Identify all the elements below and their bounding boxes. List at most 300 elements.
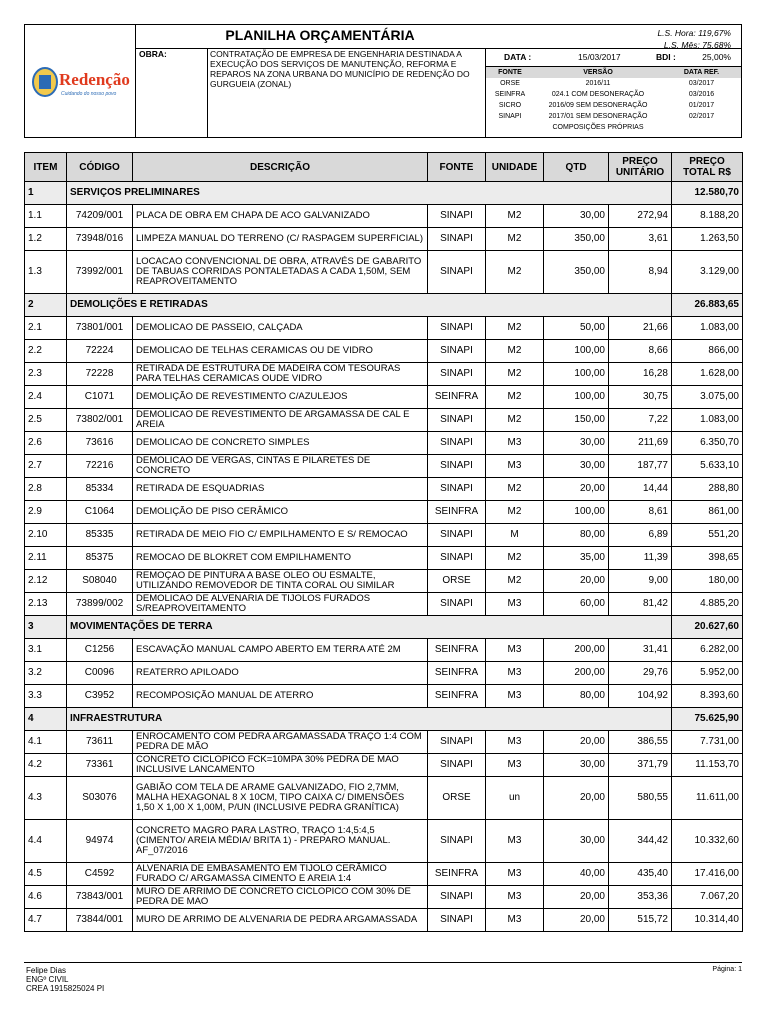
group-row bbox=[25, 182, 743, 205]
code-cell: 73361 bbox=[67, 754, 133, 777]
reference-cell: 2016/09 SEM DESONERAÇÃO bbox=[548, 102, 648, 109]
reference-cell bbox=[486, 122, 534, 133]
source-cell: ORSE bbox=[428, 777, 486, 820]
table-row bbox=[25, 570, 743, 593]
description-cell: DEMOLICAO DE TELHAS CERAMICAS OU DE VIDRO bbox=[133, 340, 428, 363]
description-cell: DEMOLICAO DE CONCRETO SIMPLES bbox=[133, 432, 428, 455]
total-price-cell: 8.393,60 bbox=[672, 685, 743, 708]
unit-cell: M2 bbox=[486, 317, 544, 340]
description-cell: LIMPEZA MANUAL DO TERRENO (C/ RASPAGEM SUPERFICIAL) bbox=[133, 228, 428, 251]
qty-cell: 100,00 bbox=[544, 340, 609, 363]
reference-cell: SINAPI bbox=[498, 113, 522, 120]
table-row bbox=[25, 478, 743, 501]
unit-price-cell: 9,00 bbox=[609, 570, 672, 593]
col-header-item: ITEM bbox=[25, 153, 67, 182]
qty-cell: 100,00 bbox=[544, 363, 609, 386]
divider bbox=[207, 48, 208, 137]
col-header-unit: UNIDADE bbox=[486, 153, 544, 182]
code-cell: C1071 bbox=[67, 386, 133, 409]
table-row bbox=[25, 863, 743, 886]
total-price-cell: 7.731,00 bbox=[672, 731, 743, 754]
unit-price-cell: 386,55 bbox=[609, 731, 672, 754]
logo-text: Redenção bbox=[59, 70, 130, 89]
total-price-cell: 6.350,70 bbox=[672, 432, 743, 455]
code-cell: C1064 bbox=[67, 501, 133, 524]
engineer-name: Felipe Dias bbox=[26, 966, 67, 975]
total-price-cell: 398,65 bbox=[672, 547, 743, 570]
engineer-crea: CREA 1915825024 PI bbox=[26, 984, 105, 993]
description-cell: ALVENARIA DE EMBASAMENTO EM TIJOLO CERÂMICO FURADO C/ ARGAMASSA CIMENTO E AREIA 1:4 bbox=[133, 863, 428, 886]
code-cell: C0096 bbox=[67, 662, 133, 685]
unit-cell: M2 bbox=[486, 570, 544, 593]
group-title: MOVIMENTAÇÕES DE TERRA bbox=[67, 616, 672, 639]
item-cell: 2.6 bbox=[25, 432, 67, 455]
code-cell: 85375 bbox=[67, 547, 133, 570]
total-price-cell: 3.075,00 bbox=[672, 386, 743, 409]
reference-cell: SICRO bbox=[498, 102, 522, 109]
code-cell: 73844/001 bbox=[67, 909, 133, 932]
description-cell: REMOCAO DE BLOKRET COM EMPILHAMENTO bbox=[133, 547, 428, 570]
description-cell: REMOÇAO DE PINTURA A BASE OLEO OU ESMALTE, UTILIZANDO REMOVEDOR DE TINTA CORAL OU SIMILAR bbox=[133, 570, 428, 593]
total-price-cell: 7.067,20 bbox=[672, 886, 743, 909]
table-row bbox=[25, 432, 743, 455]
total-price-cell: 10.332,60 bbox=[672, 820, 743, 863]
unit-price-cell: 8,94 bbox=[609, 251, 672, 294]
qty-cell: 200,00 bbox=[544, 662, 609, 685]
qty-cell: 20,00 bbox=[544, 909, 609, 932]
item-cell: 2.13 bbox=[25, 593, 67, 616]
qty-cell: 200,00 bbox=[544, 639, 609, 662]
group-total: 20.627,60 bbox=[672, 616, 743, 639]
ls-mes: L.S. Mês: 75,68% bbox=[663, 40, 731, 50]
item-cell: 2.9 bbox=[25, 501, 67, 524]
table-row bbox=[25, 205, 743, 228]
unit-price-cell: 187,77 bbox=[609, 455, 672, 478]
description-cell: CONCRETO CICLOPICO FCK=10MPA 30% PEDRA DE MAO INCLUSIVE LANCAMENTO bbox=[133, 754, 428, 777]
unit-cell: M2 bbox=[486, 340, 544, 363]
qty-cell: 20,00 bbox=[544, 886, 609, 909]
unit-cell: M3 bbox=[486, 820, 544, 863]
source-cell: SEINFRA bbox=[428, 863, 486, 886]
description-cell: REATERRO APILOADO bbox=[133, 662, 428, 685]
unit-cell: M3 bbox=[486, 593, 544, 616]
total-price-cell: 11.611,00 bbox=[672, 777, 743, 820]
total-price-cell: 861,00 bbox=[672, 501, 743, 524]
code-cell: C1256 bbox=[67, 639, 133, 662]
qty-cell: 30,00 bbox=[544, 820, 609, 863]
unit-cell: M3 bbox=[486, 432, 544, 455]
item-cell: 2.10 bbox=[25, 524, 67, 547]
reference-cell: COMPOSIÇÕES PRÓPRIAS bbox=[552, 124, 644, 131]
source-cell: SINAPI bbox=[428, 524, 486, 547]
source-cell: ORSE bbox=[428, 570, 486, 593]
obra-description: CONTRATAÇÃO DE EMPRESA DE ENGENHARIA DESTINADA A EXECUÇÃO DOS SERVIÇOS DE MANUTENÇÃO, REFORMA E REPAROS NA ZONA URBANA DO MUNICÍPIO DE REDENÇÃO DO GURGUEIA (ZONAL) bbox=[210, 49, 470, 89]
description-cell: MURO DE ARRIMO DE CONCRETO CICLOPICO COM 30% DE PEDRA DE MAO bbox=[133, 886, 428, 909]
total-price-cell: 6.282,00 bbox=[672, 639, 743, 662]
unit-cell: M2 bbox=[486, 409, 544, 432]
table-row bbox=[25, 501, 743, 524]
source-cell: SINAPI bbox=[428, 340, 486, 363]
qty-cell: 350,00 bbox=[544, 228, 609, 251]
description-cell: DEMOLIÇÃO DE REVESTIMENTO C/AZULEJOS bbox=[133, 386, 428, 409]
table-row bbox=[25, 228, 743, 251]
page-number: Página: 1 bbox=[712, 966, 742, 973]
unit-cell: M3 bbox=[486, 685, 544, 708]
source-cell: SINAPI bbox=[428, 886, 486, 909]
description-cell: LOCACAO CONVENCIONAL DE OBRA, ATRAVÉS DE GABARITO DE TABUAS CORRIDAS PONTALETADAS A CADA 1,50M, SEM REAPROVEITAMENTO bbox=[133, 251, 428, 294]
unit-cell: M3 bbox=[486, 662, 544, 685]
description-cell: DEMOLICAO DE VERGAS, CINTAS E PILARETES DE CONCRETO bbox=[133, 455, 428, 478]
col-header-code: CÓDIGO bbox=[67, 153, 133, 182]
code-cell: 85334 bbox=[67, 478, 133, 501]
col-header-total-price: PREÇO TOTAL R$ bbox=[672, 153, 743, 182]
reference-cell: SEINFRA bbox=[494, 91, 526, 98]
item-cell: 1.2 bbox=[25, 228, 67, 251]
item-cell: 4.5 bbox=[25, 863, 67, 886]
reference-cell: 01/2017 bbox=[688, 102, 715, 109]
unit-cell: M3 bbox=[486, 909, 544, 932]
col-header-unit-price: PREÇO UNITÁRIO bbox=[609, 153, 672, 182]
source-cell: SINAPI bbox=[428, 228, 486, 251]
code-cell: 73801/001 bbox=[67, 317, 133, 340]
source-cell: SINAPI bbox=[428, 754, 486, 777]
description-cell: RECOMPOSIÇÃO MANUAL DE ATERRO bbox=[133, 685, 428, 708]
signature-block bbox=[26, 966, 104, 993]
code-cell: 73843/001 bbox=[67, 886, 133, 909]
reference-head-cell: VERSÃO bbox=[583, 69, 613, 76]
group-title: INFRAESTRUTURA bbox=[67, 708, 672, 731]
description-cell: RETIRADA DE MEIO FIO C/ EMPILHAMENTO E S/ REMOCAO bbox=[133, 524, 428, 547]
qty-cell: 40,00 bbox=[544, 863, 609, 886]
code-cell: S08040 bbox=[67, 570, 133, 593]
total-price-cell: 11.153,70 bbox=[672, 754, 743, 777]
total-price-cell: 1.628,00 bbox=[672, 363, 743, 386]
reference-cell: 03/2016 bbox=[688, 91, 715, 98]
unit-price-cell: 31,41 bbox=[609, 639, 672, 662]
table-row bbox=[25, 317, 743, 340]
item-cell: 2.2 bbox=[25, 340, 67, 363]
group-item: 3 bbox=[25, 616, 67, 639]
total-price-cell: 551,20 bbox=[672, 524, 743, 547]
unit-price-cell: 29,76 bbox=[609, 662, 672, 685]
group-title: DEMOLIÇÕES E RETIRADAS bbox=[67, 294, 672, 317]
code-cell: 94974 bbox=[67, 820, 133, 863]
unit-price-cell: 11,39 bbox=[609, 547, 672, 570]
code-cell: S03076 bbox=[67, 777, 133, 820]
table-row bbox=[25, 547, 743, 570]
total-price-cell: 288,80 bbox=[672, 478, 743, 501]
ls-hora: L.S. Hora: 119,67% bbox=[657, 28, 731, 38]
reference-cell: 2017/01 SEM DESONERAÇÃO bbox=[548, 113, 648, 120]
unit-cell: M3 bbox=[486, 754, 544, 777]
data-label: DATA : bbox=[504, 52, 532, 62]
total-price-cell: 1.263,50 bbox=[672, 228, 743, 251]
qty-cell: 35,00 bbox=[544, 547, 609, 570]
total-price-cell: 1.083,00 bbox=[672, 317, 743, 340]
unit-price-cell: 6,89 bbox=[609, 524, 672, 547]
item-cell: 1.3 bbox=[25, 251, 67, 294]
unit-price-cell: 344,42 bbox=[609, 820, 672, 863]
source-cell: SINAPI bbox=[428, 205, 486, 228]
group-row bbox=[25, 616, 743, 639]
code-cell: 73611 bbox=[67, 731, 133, 754]
description-cell: RETIRADA DE ESTRUTURA DE MADEIRA COM TESOURAS PARA TELHAS CERAMICAS OUDE VIDRO bbox=[133, 363, 428, 386]
data-value: 15/03/2017 bbox=[578, 52, 621, 62]
total-price-cell: 5.633,10 bbox=[672, 455, 743, 478]
source-cell: SINAPI bbox=[428, 455, 486, 478]
bdi-value: 25,00% bbox=[702, 52, 731, 62]
unit-price-cell: 353,36 bbox=[609, 886, 672, 909]
qty-cell: 50,00 bbox=[544, 317, 609, 340]
table-row bbox=[25, 639, 743, 662]
unit-cell: M2 bbox=[486, 205, 544, 228]
col-header-description: DESCRIÇÃO bbox=[133, 153, 428, 182]
obra-label: OBRA: bbox=[139, 49, 167, 59]
item-cell: 2.4 bbox=[25, 386, 67, 409]
qty-cell: 30,00 bbox=[544, 455, 609, 478]
total-price-cell: 180,00 bbox=[672, 570, 743, 593]
total-price-cell: 8.188,20 bbox=[672, 205, 743, 228]
table-row bbox=[25, 340, 743, 363]
footer-divider bbox=[24, 962, 742, 963]
table-row bbox=[25, 662, 743, 685]
item-cell: 2.8 bbox=[25, 478, 67, 501]
source-cell: SINAPI bbox=[428, 432, 486, 455]
code-cell: 73948/016 bbox=[67, 228, 133, 251]
unit-cell: M2 bbox=[486, 386, 544, 409]
item-cell: 2.11 bbox=[25, 547, 67, 570]
table-row bbox=[25, 593, 743, 616]
table-row bbox=[25, 886, 743, 909]
table-row bbox=[25, 363, 743, 386]
qty-cell: 100,00 bbox=[544, 386, 609, 409]
code-cell: 73992/001 bbox=[67, 251, 133, 294]
table-row bbox=[25, 777, 743, 820]
unit-price-cell: 16,28 bbox=[609, 363, 672, 386]
description-cell: ENROCAMENTO COM PEDRA ARGAMASSADA TRAÇO 1:4 COM PEDRA DE MÃO bbox=[133, 731, 428, 754]
unit-price-cell: 21,66 bbox=[609, 317, 672, 340]
unit-cell: un bbox=[486, 777, 544, 820]
code-cell: 85335 bbox=[67, 524, 133, 547]
item-cell: 4.7 bbox=[25, 909, 67, 932]
source-cell: SINAPI bbox=[428, 909, 486, 932]
municipal-logo-icon bbox=[25, 25, 135, 137]
qty-cell: 60,00 bbox=[544, 593, 609, 616]
source-cell: SINAPI bbox=[428, 251, 486, 294]
reference-cell: 024.1 COM DESONERAÇÃO bbox=[551, 91, 645, 98]
unit-cell: M2 bbox=[486, 478, 544, 501]
item-cell: 3.2 bbox=[25, 662, 67, 685]
source-cell: SINAPI bbox=[428, 409, 486, 432]
reference-cell bbox=[662, 122, 741, 133]
unit-cell: M2 bbox=[486, 363, 544, 386]
col-header-qty: QTD bbox=[544, 153, 609, 182]
reference-head-cell: FONTE bbox=[498, 69, 522, 76]
qty-cell: 30,00 bbox=[544, 754, 609, 777]
qty-cell: 20,00 bbox=[544, 570, 609, 593]
total-price-cell: 5.952,00 bbox=[672, 662, 743, 685]
source-cell: SEINFRA bbox=[428, 386, 486, 409]
description-cell: DEMOLICAO DE PASSEIO, CALÇADA bbox=[133, 317, 428, 340]
qty-cell: 20,00 bbox=[544, 731, 609, 754]
unit-cell: M2 bbox=[486, 547, 544, 570]
description-cell: DEMOLICAO DE REVESTIMENTO DE ARGAMASSA DE CAL E AREIA bbox=[133, 409, 428, 432]
unit-price-cell: 371,79 bbox=[609, 754, 672, 777]
unit-price-cell: 515,72 bbox=[609, 909, 672, 932]
code-cell: 72228 bbox=[67, 363, 133, 386]
total-price-cell: 1.083,00 bbox=[672, 409, 743, 432]
source-cell: SEINFRA bbox=[428, 685, 486, 708]
qty-cell: 150,00 bbox=[544, 409, 609, 432]
description-cell: ESCAVAÇÃO MANUAL CAMPO ABERTO EM TERRA ATÉ 2M bbox=[133, 639, 428, 662]
description-cell: RETIRADA DE ESQUADRIAS bbox=[133, 478, 428, 501]
item-cell: 3.1 bbox=[25, 639, 67, 662]
code-cell: C3952 bbox=[67, 685, 133, 708]
page-title: PLANILHA ORÇAMENTÁRIA bbox=[225, 27, 415, 43]
unit-cell: M3 bbox=[486, 886, 544, 909]
unit-price-cell: 3,61 bbox=[609, 228, 672, 251]
col-header-source: FONTE bbox=[428, 153, 486, 182]
item-cell: 4.1 bbox=[25, 731, 67, 754]
source-cell: SINAPI bbox=[428, 317, 486, 340]
source-cell: SINAPI bbox=[428, 478, 486, 501]
description-cell: GABIÃO COM TELA DE ARAME GALVANIZADO, FIO 2,7MM, MALHA HEXAGONAL 8 X 10CM, TIPO CAIXA C/ DIMENSÕES 1,50 X 1,00 X 1,00M, P/UN (INCLUSIVE PEDRA GRANÍTICA) bbox=[133, 777, 428, 820]
table-row bbox=[25, 455, 743, 478]
table-row bbox=[25, 909, 743, 932]
reference-row bbox=[486, 78, 741, 89]
qty-cell: 20,00 bbox=[544, 478, 609, 501]
source-cell: SINAPI bbox=[428, 593, 486, 616]
description-cell: DEMOLIÇÃO DE PISO CERÂMICO bbox=[133, 501, 428, 524]
total-price-cell: 866,00 bbox=[672, 340, 743, 363]
item-cell: 2.1 bbox=[25, 317, 67, 340]
logo-cell bbox=[25, 25, 136, 137]
group-total: 75.625,90 bbox=[672, 708, 743, 731]
unit-cell: M3 bbox=[486, 863, 544, 886]
source-cell: SEINFRA bbox=[428, 639, 486, 662]
table-row bbox=[25, 524, 743, 547]
bdi-label: BDI : bbox=[656, 52, 676, 62]
item-cell: 4.4 bbox=[25, 820, 67, 863]
item-cell: 2.5 bbox=[25, 409, 67, 432]
total-price-cell: 17.416,00 bbox=[672, 863, 743, 886]
total-price-cell: 4.885,20 bbox=[672, 593, 743, 616]
unit-cell: M3 bbox=[486, 639, 544, 662]
reference-table bbox=[486, 66, 741, 133]
description-cell: PLACA DE OBRA EM CHAPA DE ACO GALVANIZADO bbox=[133, 205, 428, 228]
item-cell: 2.12 bbox=[25, 570, 67, 593]
qty-cell: 30,00 bbox=[544, 432, 609, 455]
reference-row bbox=[486, 100, 741, 111]
reference-cell: 03/2017 bbox=[688, 80, 715, 87]
source-cell: SINAPI bbox=[428, 363, 486, 386]
unit-cell: M3 bbox=[486, 731, 544, 754]
reference-cell: ORSE bbox=[500, 80, 520, 87]
table-row bbox=[25, 754, 743, 777]
code-cell: C4592 bbox=[67, 863, 133, 886]
unit-price-cell: 81,42 bbox=[609, 593, 672, 616]
total-price-cell: 3.129,00 bbox=[672, 251, 743, 294]
code-cell: 73616 bbox=[67, 432, 133, 455]
header-block bbox=[24, 24, 742, 138]
logo-subtext: Cuidando do nosso povo bbox=[61, 91, 117, 97]
total-price-cell: 10.314,40 bbox=[672, 909, 743, 932]
table-row bbox=[25, 820, 743, 863]
description-cell: MURO DE ARRIMO DE ALVENARIA DE PEDRA ARGAMASSADA bbox=[133, 909, 428, 932]
qty-cell: 30,00 bbox=[544, 205, 609, 228]
unit-price-cell: 8,61 bbox=[609, 501, 672, 524]
qty-cell: 80,00 bbox=[544, 524, 609, 547]
code-cell: 72216 bbox=[67, 455, 133, 478]
group-item: 1 bbox=[25, 182, 67, 205]
source-cell: SINAPI bbox=[428, 820, 486, 863]
unit-cell: M3 bbox=[486, 455, 544, 478]
item-cell: 2.7 bbox=[25, 455, 67, 478]
unit-price-cell: 8,66 bbox=[609, 340, 672, 363]
budget-table bbox=[24, 152, 743, 932]
qty-cell: 20,00 bbox=[544, 777, 609, 820]
unit-cell: M2 bbox=[486, 228, 544, 251]
group-total: 26.883,65 bbox=[672, 294, 743, 317]
table-row bbox=[25, 685, 743, 708]
source-cell: SINAPI bbox=[428, 731, 486, 754]
code-cell: 74209/001 bbox=[67, 205, 133, 228]
engineer-role: ENGº CIVIL bbox=[26, 975, 69, 984]
reference-row bbox=[486, 111, 741, 122]
source-cell: SINAPI bbox=[428, 547, 486, 570]
item-cell: 2.3 bbox=[25, 363, 67, 386]
item-cell: 3.3 bbox=[25, 685, 67, 708]
source-cell: SEINFRA bbox=[428, 501, 486, 524]
item-cell: 1.1 bbox=[25, 205, 67, 228]
code-cell: 73899/002 bbox=[67, 593, 133, 616]
unit-price-cell: 580,55 bbox=[609, 777, 672, 820]
reference-head-cell: DATA REF. bbox=[683, 69, 720, 76]
qty-cell: 350,00 bbox=[544, 251, 609, 294]
table-row bbox=[25, 409, 743, 432]
group-item: 2 bbox=[25, 294, 67, 317]
group-item: 4 bbox=[25, 708, 67, 731]
table-body bbox=[25, 182, 743, 932]
reference-cell: 02/2017 bbox=[688, 113, 715, 120]
unit-cell: M bbox=[486, 524, 544, 547]
unit-price-cell: 14,44 bbox=[609, 478, 672, 501]
code-cell: 72224 bbox=[67, 340, 133, 363]
table-row bbox=[25, 251, 743, 294]
unit-price-cell: 7,22 bbox=[609, 409, 672, 432]
group-total: 12.580,70 bbox=[672, 182, 743, 205]
unit-price-cell: 30,75 bbox=[609, 386, 672, 409]
reference-row bbox=[486, 89, 741, 100]
description-cell: CONCRETO MAGRO PARA LASTRO, TRAÇO 1:4,5:4,5 (CIMENTO/ AREIA MÉDIA/ BRITA 1) - PREPARO MANUAL. AF_07/2016 bbox=[133, 820, 428, 863]
reference-header bbox=[486, 67, 741, 78]
code-cell: 73802/001 bbox=[67, 409, 133, 432]
qty-cell: 80,00 bbox=[544, 685, 609, 708]
reference-row bbox=[486, 122, 741, 133]
table-row bbox=[25, 731, 743, 754]
reference-cell: 2016/11 bbox=[585, 80, 611, 87]
group-row bbox=[25, 294, 743, 317]
unit-price-cell: 435,40 bbox=[609, 863, 672, 886]
table-row bbox=[25, 386, 743, 409]
unit-price-cell: 211,69 bbox=[609, 432, 672, 455]
item-cell: 4.6 bbox=[25, 886, 67, 909]
unit-cell: M2 bbox=[486, 501, 544, 524]
unit-cell: M2 bbox=[486, 251, 544, 294]
item-cell: 4.2 bbox=[25, 754, 67, 777]
unit-price-cell: 272,94 bbox=[609, 205, 672, 228]
source-cell: SEINFRA bbox=[428, 662, 486, 685]
